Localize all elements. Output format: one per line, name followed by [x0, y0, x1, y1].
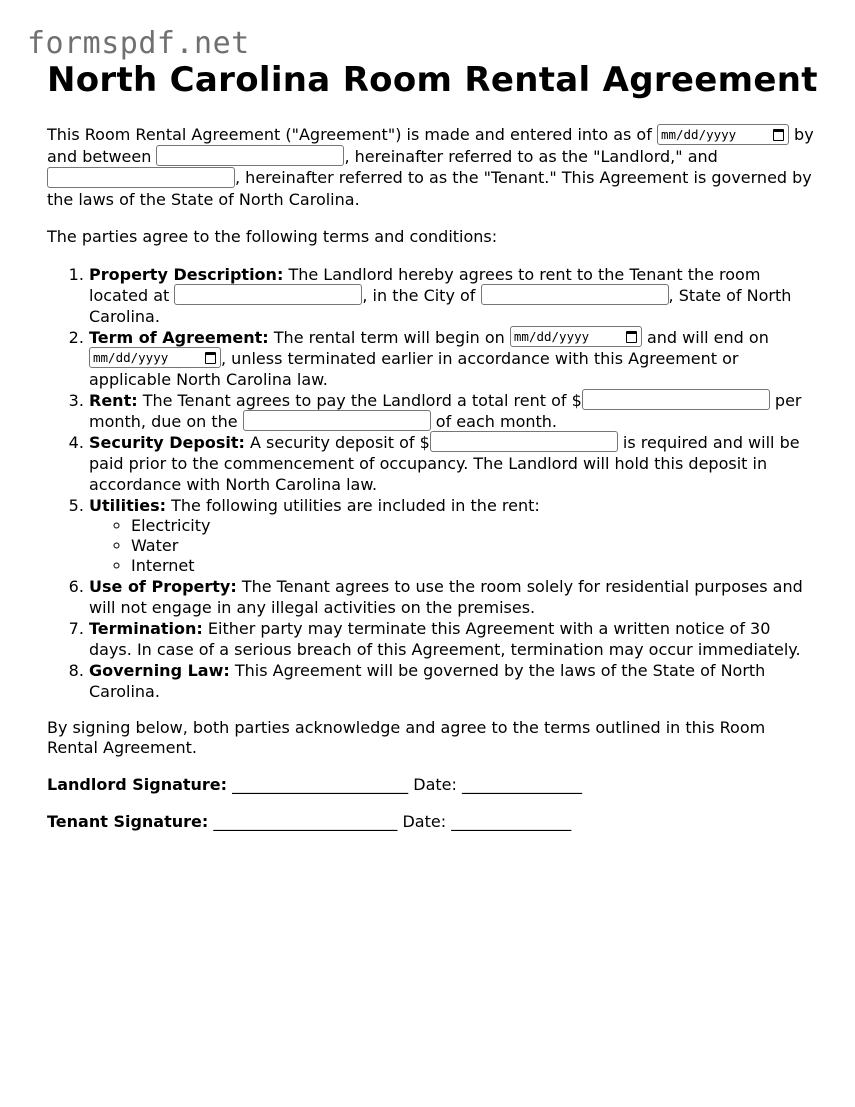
list-item: ◦ Internet — [131, 556, 817, 576]
rent-due-day-input[interactable] — [243, 410, 431, 431]
term-text: is required and will be paid prior to the commencement of occupancy. The Landlord will hold this deposit in accordance with North Carolina law. — [89, 432, 800, 494]
term-text: This Agreement will be governed by the laws of the State of North Carolina. — [89, 660, 766, 701]
date-placeholder: mm/dd/yyyy — [93, 350, 169, 365]
term-governing-law — [89, 660, 817, 702]
term-text: and will end on — [646, 327, 769, 347]
calendar-icon[interactable] — [626, 331, 637, 343]
term-text: , State of North Carolina. — [89, 285, 792, 326]
term-security-deposit — [89, 432, 817, 495]
term-label: Use of Property: — [89, 576, 237, 596]
date-placeholder: mm/dd/yyyy — [660, 126, 737, 142]
intro-text-3: , hereinafter referred to as the "Landlord," and — [344, 146, 718, 166]
date-placeholder: mm/dd/yyyy — [513, 329, 590, 344]
landlord-signature-label: Landlord Signature: — [47, 774, 228, 794]
term-text: , unless terminated earlier in accordance with this Agreement or applicable North Carolina law. — [89, 348, 739, 389]
term-label: Utilities: — [89, 495, 166, 515]
parties-intro: The parties agree to the following terms and conditions: — [47, 227, 498, 246]
list-item: ◦ Electricity — [131, 516, 817, 536]
tenant-signature-line — [47, 812, 817, 832]
date-label: Date: — [413, 774, 457, 794]
term-label: Security Deposit: — [89, 432, 245, 452]
term-utilities — [89, 495, 817, 576]
term-label: Rent: — [89, 390, 138, 410]
term-text: Either party may terminate this Agreement with a written notice of 30 days. In case of a serious breach of this Agreement, termination may occur immediately. — [89, 618, 801, 659]
utilities-list — [89, 516, 817, 576]
rent-amount-input[interactable] — [582, 389, 770, 410]
term-text: The Landlord hereby agrees to rent to the Tenant the room located at — [89, 264, 761, 305]
term-agreement-term — [89, 327, 817, 390]
acknowledgement-text: By signing below, both parties acknowledge and agree to the terms outlined in this Room Rental Agreement. — [47, 717, 766, 757]
deposit-amount-input[interactable] — [430, 431, 618, 452]
start-date-input[interactable] — [510, 326, 642, 347]
term-text: The rental term will begin on — [273, 327, 505, 347]
intro-paragraph — [47, 124, 817, 210]
term-label: Governing Law: — [89, 660, 230, 680]
term-use-of-property — [89, 576, 817, 618]
term-text: The Tenant agrees to pay the Landlord a total rent of $ — [142, 390, 582, 410]
watermark-logo: formspdf.net — [27, 26, 250, 61]
term-rent — [89, 390, 817, 432]
intro-text-1: This Room Rental Agreement ("Agreement") is made and entered into as of — [47, 125, 652, 144]
terms-list — [47, 264, 817, 702]
term-label: Termination: — [89, 618, 203, 638]
term-label: Property Description: — [89, 264, 284, 284]
end-date-input[interactable] — [89, 347, 221, 368]
term-termination — [89, 618, 817, 660]
term-text: of each month. — [435, 411, 557, 431]
agreement-document — [47, 58, 817, 832]
agreement-date-input[interactable] — [657, 124, 789, 145]
tenant-signature-blank: _______________________ — [213, 811, 398, 831]
calendar-icon[interactable] — [773, 129, 784, 141]
property-address-input[interactable] — [174, 284, 362, 305]
list-item: ◦ Water — [131, 536, 817, 556]
landlord-signature-line — [47, 775, 817, 795]
term-text: A security deposit of $ — [250, 432, 430, 452]
landlord-date-blank: _______________ — [461, 774, 582, 794]
term-text: The Tenant agrees to use the room solely for residential purposes and will not engage in any illegal activities on the premises. — [89, 576, 803, 617]
term-text: , in the City of — [362, 285, 476, 305]
term-label: Term of Agreement: — [89, 327, 269, 347]
term-text: per month, due on the — [89, 390, 802, 431]
tenant-date-blank: _______________ — [451, 811, 572, 831]
date-label: Date: — [402, 811, 447, 831]
calendar-icon[interactable] — [205, 352, 216, 364]
intro-text-4: , hereinafter referred to as the "Tenant." This Agreement is governed by the laws of the State of North Carolina. — [47, 168, 812, 209]
page-title: North Carolina Room Rental Agreement — [47, 60, 818, 100]
tenant-signature-label: Tenant Signature: — [47, 811, 209, 831]
landlord-signature-blank: ______________________ — [232, 774, 409, 794]
landlord-name-input[interactable] — [156, 145, 344, 166]
term-text: The following utilities are included in the rent: — [171, 495, 540, 515]
term-property-description — [89, 264, 817, 327]
intro-text-2: by and between — [47, 125, 814, 166]
tenant-name-input[interactable] — [47, 167, 235, 188]
city-input[interactable] — [481, 284, 669, 305]
